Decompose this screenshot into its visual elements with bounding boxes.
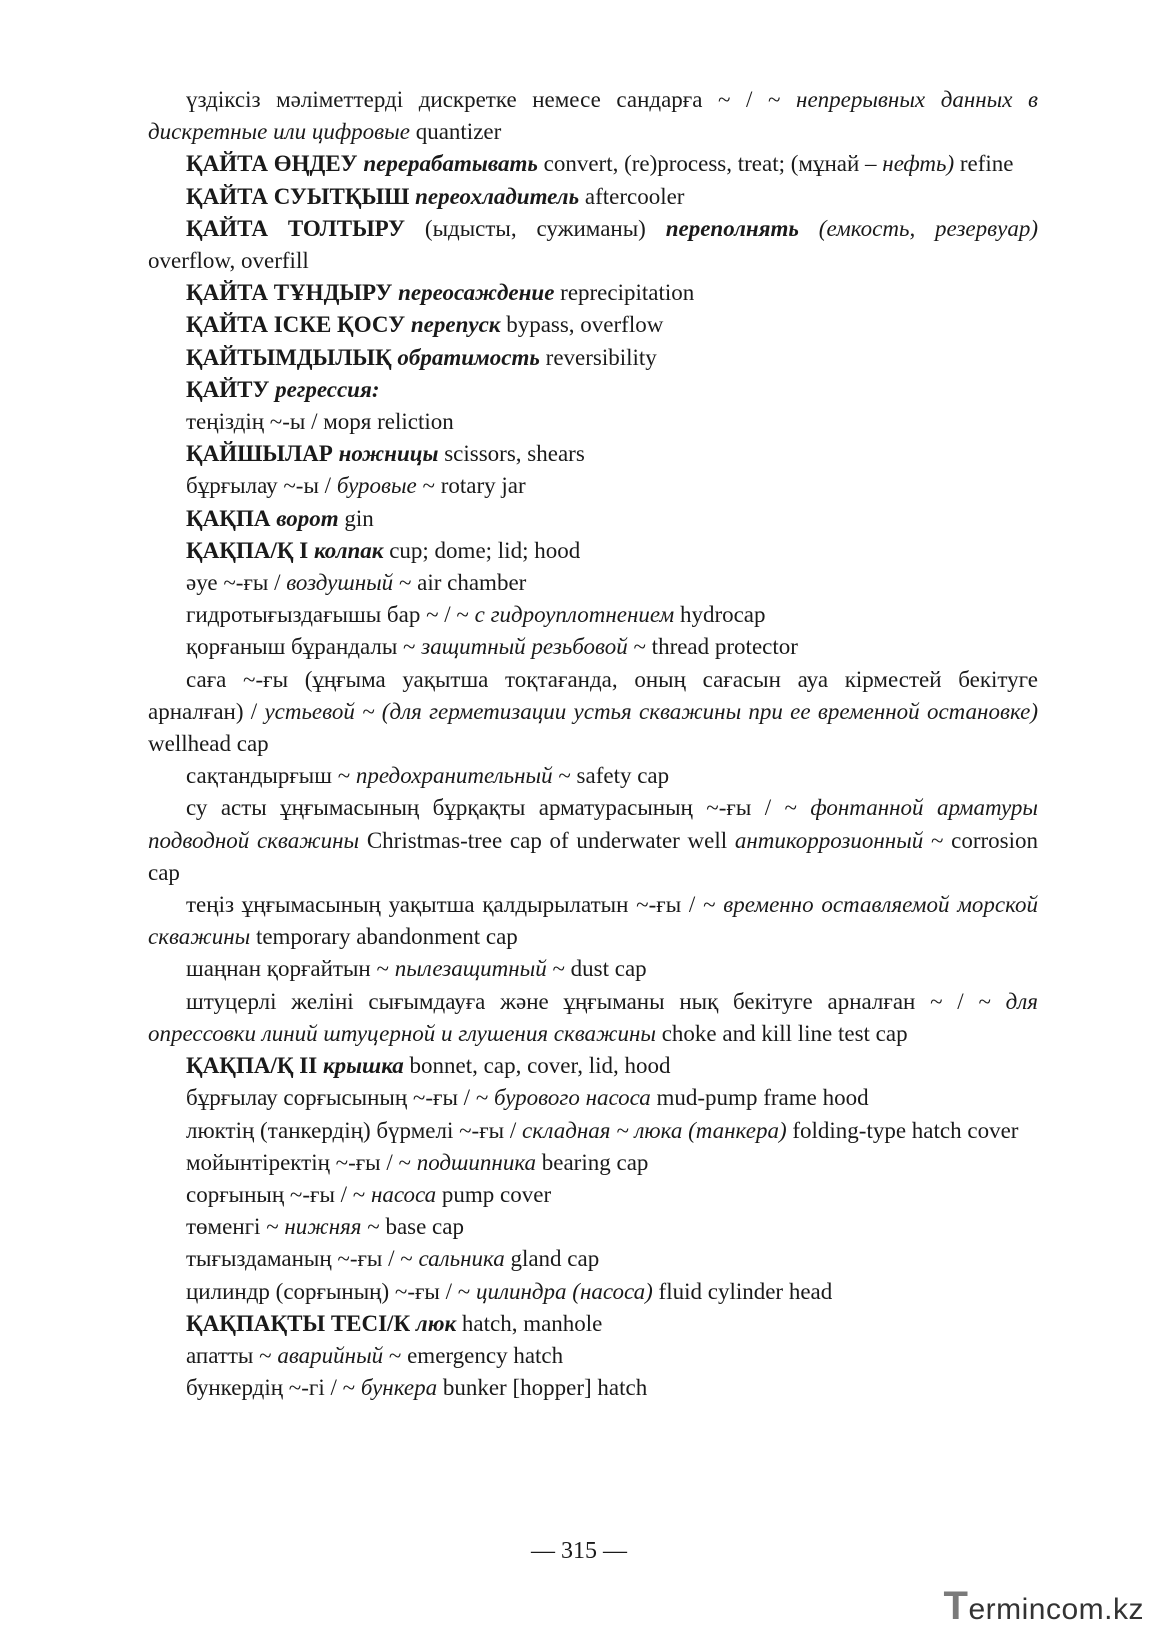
entry-segment: bonnet, cap, cover, lid, hood	[403, 1053, 671, 1079]
dictionary-entry	[148, 470, 1038, 502]
entry-segment: temporary abandonment cap	[250, 924, 518, 950]
dictionary-entry	[148, 567, 1038, 599]
entry-segment: ҚАЙШЫЛАР	[186, 441, 339, 467]
entry-segment: bearing cap	[536, 1149, 649, 1175]
dictionary-entry	[148, 1211, 1038, 1243]
entry-segment: насоса	[371, 1181, 437, 1207]
entry-segment: ~ dust cap	[546, 956, 647, 982]
entry-segment: обратимость	[397, 344, 540, 370]
entry-segment: reprecipitation	[554, 280, 695, 306]
dictionary-entry	[148, 1082, 1038, 1114]
entry-segment: hydrocap	[674, 602, 766, 628]
entry-segment: сорғының ~-ғы / ~	[186, 1181, 371, 1207]
entry-segment: люк	[415, 1310, 457, 1336]
entry-segment: саға ~-ғы (ұңғыма уақытша тоқтағанда, оның сағасын ауа кірместей бекітуге арналған) /	[148, 666, 1038, 724]
dictionary-entry	[148, 213, 1038, 277]
page-number: — 315 —	[531, 1538, 627, 1564]
entry-segment: pump cover	[436, 1181, 552, 1207]
dictionary-entry	[148, 1308, 1038, 1340]
entry-segment: choke and kill line test cap	[655, 1020, 908, 1046]
entry-segment: предохранительный	[355, 763, 553, 789]
entry-segment: цилиндра (насоса)	[475, 1278, 653, 1304]
entry-segment: ножницы	[338, 441, 439, 467]
entry-segment: тығыздаманың ~-ғы / ~	[186, 1246, 419, 1272]
entry-segment: bypass, overflow	[500, 312, 664, 338]
entry-segment: мойынтіректің ~-ғы / ~	[186, 1149, 417, 1175]
entry-segment: бункера	[360, 1375, 438, 1401]
entry-segment: апатты ~	[186, 1342, 278, 1368]
site-watermark	[944, 1584, 1144, 1629]
entry-segment: штуцерлі желіні сығымдауға және ұңғыманы нық бекітуге арналған ~ / ~	[186, 988, 1006, 1014]
entry-segment: устьевой ~ (для герметизации устья скважины при ее временной остановке)	[264, 698, 1038, 724]
dictionary-entry	[148, 1147, 1038, 1179]
entry-segment: сальника	[418, 1246, 505, 1272]
entry-segment: подшипника	[416, 1149, 537, 1175]
dictionary-entry	[148, 953, 1038, 985]
entry-segment: переохладитель	[415, 183, 580, 209]
dictionary-entry	[148, 309, 1038, 341]
entry-segment: (ыдысты, сужиманы)	[405, 215, 666, 241]
entry-segment: ҚАЙТА ӨҢДЕУ	[186, 151, 364, 177]
entry-segment: люктің (танкердің) бүрмелі ~-ғы /	[186, 1117, 522, 1143]
entry-segment: ~ air chamber	[393, 570, 527, 596]
dictionary-entry	[148, 1276, 1038, 1308]
entry-segment: ҚАҚПА	[186, 505, 277, 531]
entry-segment: с гидроуплотнением	[474, 602, 675, 628]
entry-segment: воздушный	[286, 570, 394, 596]
dictionary-entry	[148, 631, 1038, 663]
entry-segment: aftercooler	[579, 183, 685, 209]
watermark-rest: ermincom.kz	[968, 1593, 1144, 1626]
entry-segment: сақтандырғыш ~	[186, 763, 356, 789]
watermark-first-letter: T	[943, 1584, 969, 1628]
entry-segment: гидротығыздағышы бар ~ / ~	[186, 602, 475, 628]
dictionary-entry	[148, 986, 1038, 1050]
entry-segment: hatch, manhole	[456, 1310, 603, 1336]
entry-segment: ~ thread protector	[627, 634, 798, 660]
dictionary-entry	[148, 1115, 1038, 1147]
entry-segment: пылезащитный	[394, 956, 547, 982]
dictionary-entry	[148, 1243, 1038, 1275]
dictionary-entry	[148, 792, 1038, 889]
entry-segment: fluid cylinder head	[652, 1278, 833, 1304]
entry-segment: reversibility	[539, 344, 657, 370]
entry-segment: перепуск	[410, 312, 501, 338]
entry-segment: для опрессовки линий штуцерной и глушения скважины	[148, 988, 1038, 1046]
entry-segment: теңіз ұңғымасының уақытша қалдырылатын ~-ғы / ~	[186, 892, 724, 918]
entry-segment: цилиндр (сорғының) ~-ғы / ~	[186, 1278, 476, 1304]
dictionary-entry	[148, 1372, 1038, 1404]
dictionary-entry	[148, 277, 1038, 309]
dictionary-entry	[148, 889, 1038, 953]
entry-segment: крышка	[322, 1053, 404, 1079]
entry-segment: (емкость, резервуар)	[798, 215, 1038, 241]
entry-segment: теңіздің ~-ы / моря reliction	[186, 409, 454, 435]
entry-segment: бункердің ~-гі / ~	[186, 1375, 361, 1401]
entry-segment: quantizer	[409, 119, 502, 145]
entry-segment: scissors, shears	[438, 441, 585, 467]
entry-segment: бурового насоса	[494, 1085, 651, 1111]
entry-segment: фонтанной арматуры подводной скважины	[148, 795, 1038, 853]
entry-segment: ҚАЙТА ТОЛТЫРУ	[186, 215, 406, 241]
dictionary-entry	[148, 406, 1038, 438]
entry-segment: ~ emergency hatch	[383, 1342, 564, 1368]
dictionary-entry	[148, 535, 1038, 567]
entry-segment: ~ rotary jar	[416, 473, 526, 499]
dictionary-entry	[148, 374, 1038, 406]
entry-segment: әуе ~-ғы /	[186, 570, 287, 596]
entry-segment: cup; dome; lid; hood	[383, 537, 581, 563]
entry-segment: Christmas-tree cap of underwater well	[359, 827, 735, 853]
entry-segment: колпак	[313, 537, 384, 563]
entry-segment: refine	[954, 151, 1014, 177]
entry-segment: шаңнан қорғайтын ~	[186, 956, 395, 982]
entry-segment: нижняя	[284, 1214, 362, 1240]
entry-segment: су асты ұңғымасының бұрқақты арматурасының ~-ғы / ~	[186, 795, 811, 821]
entry-segment: gin	[338, 505, 374, 531]
entry-segment: перерабатывать	[363, 151, 538, 177]
entry-segment: аварийный	[277, 1342, 384, 1368]
entry-segment: ворот	[276, 505, 339, 531]
entry-segment: ҚАЙТА СУЫТҚЫШ	[186, 183, 416, 209]
entry-segment: непрерывных данных в дискретные или цифровые	[148, 87, 1038, 145]
entry-segment: бұрғылау сорғысының ~-ғы / ~	[186, 1085, 495, 1111]
entry-segment: қорғаныш бұрандалы ~	[186, 634, 422, 660]
entry-segment: үздіксіз мәліметтерді дискретке немесе сандарға ~ / ~	[186, 87, 797, 112]
dictionary-entry	[148, 1340, 1038, 1372]
dictionary-entry	[148, 438, 1038, 470]
dictionary-entry	[148, 181, 1038, 213]
dictionary-entry	[148, 342, 1038, 374]
entry-segment: overflow, overfill	[148, 248, 309, 274]
dictionary-entry	[148, 503, 1038, 535]
entry-segment: буровые	[336, 473, 417, 499]
entry-segment: временно оставляемой морской скважины	[148, 892, 1038, 950]
entry-segment: регрессия:	[275, 376, 380, 402]
entry-segment: ҚАЙТУ	[186, 376, 276, 402]
entry-segment: төменгі ~	[186, 1214, 285, 1240]
entry-segment: складная ~ люка (танкера)	[521, 1117, 787, 1143]
entry-segment: gland cap	[504, 1246, 600, 1272]
dictionary-entry	[148, 1179, 1038, 1211]
entry-segment: антикоррозионный	[734, 827, 924, 853]
dictionary-entry	[148, 84, 1038, 148]
entry-segment: переполнять	[665, 215, 799, 241]
entry-segment: ҚАҚПА/Қ II	[186, 1053, 323, 1079]
dictionary-entry	[148, 760, 1038, 792]
entry-segment: folding-type hatch cover	[786, 1117, 1019, 1143]
entry-segment: convert, (re)process, treat; (мұнай –	[537, 151, 883, 177]
entry-segment: бұрғылау ~-ы /	[186, 473, 337, 499]
dictionary-entry	[148, 1050, 1038, 1082]
entry-segment: bunker [hopper] hatch	[437, 1375, 648, 1401]
entry-segment: ~ base cap	[361, 1214, 464, 1240]
dictionary-entry	[148, 148, 1038, 180]
entry-segment: ҚАЙТА ІСКЕ ҚОСУ	[186, 312, 411, 338]
entry-segment: wellhead cap	[148, 731, 269, 757]
entry-segment: ҚАҚПА/Қ I	[186, 537, 314, 563]
entry-segment: mud-pump frame hood	[650, 1085, 869, 1111]
entry-segment: ~ safety cap	[552, 763, 670, 789]
entry-segment: ҚАЙТА ТҰНДЫРУ	[186, 280, 399, 306]
entry-segment: ҚАҚПАҚТЫ ТЕСІ/К	[186, 1310, 416, 1336]
entry-segment: нефть)	[882, 151, 955, 177]
entry-segment: ~ corrosion cap	[148, 827, 1038, 885]
dictionary-entry	[148, 664, 1038, 761]
dictionary-entry	[148, 599, 1038, 631]
dictionary-page-text	[148, 84, 1038, 1404]
entry-segment: переосаждение	[398, 280, 555, 306]
entry-segment: ҚАЙТЫМДЫЛЫҚ	[186, 344, 398, 370]
entry-segment: защитный резьбовой	[421, 634, 628, 660]
